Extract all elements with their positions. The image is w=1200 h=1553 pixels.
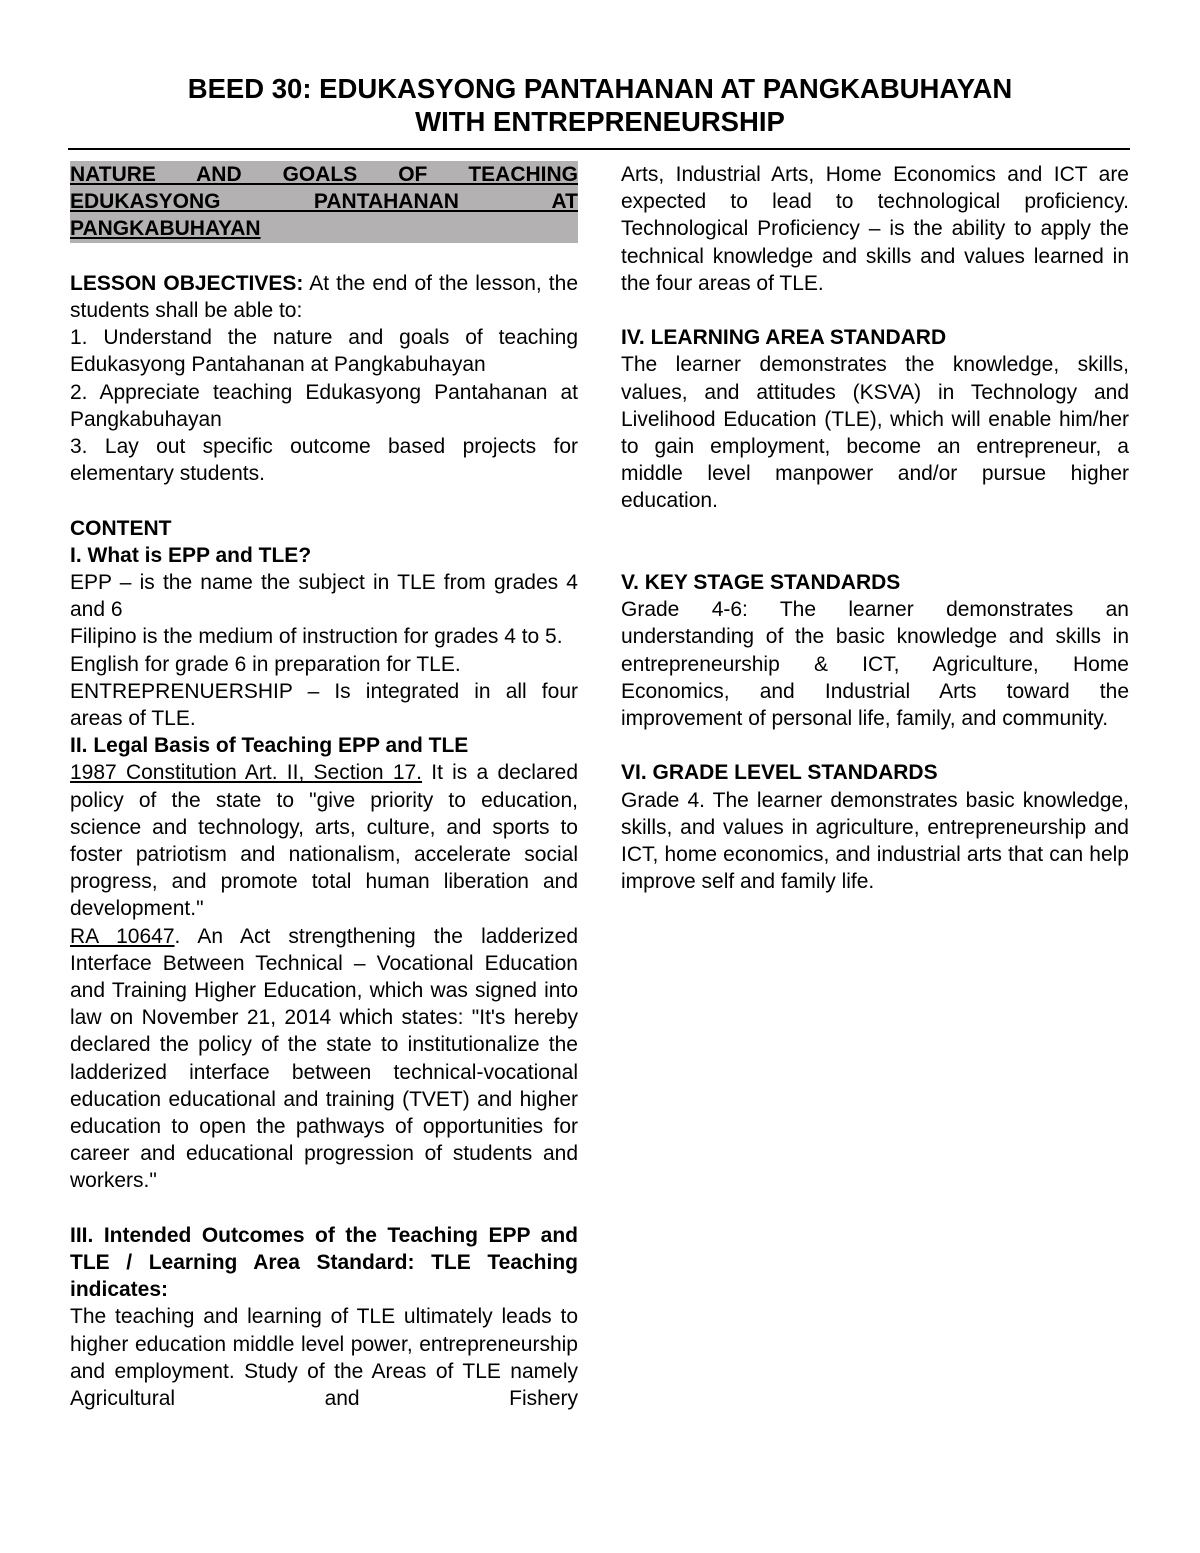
topic-banner-line-3: PANGKABUHAYAN — [70, 217, 261, 241]
section-3-paragraph: The teaching and learning of TLE ultimately leads to higher education middle level power, entrepreneurship and employment. Study of the Areas of TLE namely Agricultural and Fishery — [70, 1305, 578, 1411]
constitution-reference: 1987 Constitution Art. II, Section 17. — [70, 761, 423, 785]
section-1-paragraph: EPP – is the name the subject in TLE from grades 4 and 6 — [70, 571, 578, 622]
left-column — [70, 161, 578, 1412]
objective-item: 2. Appreciate teaching Edukasyong Pantahanan at Pangkabuhayan — [70, 380, 578, 431]
objective-item: 3. Lay out specific outcome based projects for elementary students. — [70, 435, 578, 486]
right-column — [621, 161, 1129, 895]
section-3-heading: III. Intended Outcomes of the Teaching EPP and TLE / Learning Area Standard: TLE Teaching indicates: — [70, 1223, 578, 1302]
section-6-paragraph: Grade 4. The learner demonstrates basic knowledge, skills, and values in agriculture, entrepreneurship and ICT, home economics, and industrial arts that can help improve self and family life. — [621, 788, 1129, 894]
document-title-line-2: WITH ENTREPRENEURSHIP — [415, 106, 785, 137]
section-1-paragraph: Filipino is the medium of instruction for grades 4 to 5. — [70, 625, 563, 649]
constitution-paragraph — [70, 759, 578, 922]
section-3-continued: Arts, Industrial Arts, Home Economics and ICT are expected to lead to technological proficiency. Technological Proficiency – is the ability to apply the technical knowledge and skills and values learned in the four areas of TLE. — [621, 163, 1129, 295]
topic-banner-line-2: EDUKASYONG PANTAHANAN AT — [70, 190, 578, 214]
ra-text: . An Act strengthening the ladderized Interface Between Technical – Vocational Education and Training Higher Education, which was signed into law on November 21, 2014 which states: "It's hereby declared the policy of the state to institutionalize the ladderized interface between technical-vocational education educational and training (TVET) and higher education to open the pathways of opportunities for career and educational progression of students and workers." — [70, 924, 578, 1193]
section-2-heading: II. Legal Basis of Teaching EPP and TLE — [70, 734, 469, 758]
objectives-label: LESSON OBJECTIVES: — [70, 271, 304, 295]
ra-reference: RA 10647 — [70, 924, 175, 948]
objectives-intro: At the end of the lesson, the students shall be able to: — [70, 271, 578, 322]
topic-banner — [70, 161, 578, 243]
section-4-paragraph: The learner demonstrates the knowledge, skills, values, and attitudes (KSVA) in Technology and Livelihood Education (TLE), which will enable him/her to gain employment, become an entrepreneur, a middle level manpower and/or pursue higher education. — [621, 353, 1129, 513]
ra-paragraph — [70, 923, 578, 1195]
document-title-line-1: BEED 30: EDUKASYONG PANTAHANAN AT PANGKABUHAYAN — [187, 73, 1013, 104]
section-1-paragraph: ENTREPRENUERSHIP – Is integrated in all four areas of TLE. — [70, 679, 578, 731]
content-heading: CONTENT — [70, 516, 172, 540]
title-divider — [68, 148, 1130, 150]
section-4-heading: IV. LEARNING AREA STANDARD — [621, 326, 947, 350]
section-6-heading: VI. GRADE LEVEL STANDARDS — [621, 761, 938, 785]
objective-item: 1. Understand the nature and goals of teaching Edukasyong Pantahanan at Pangkabuhayan — [70, 326, 578, 377]
section-5-paragraph: Grade 4-6: The learner demonstrates an understanding of the basic knowledge and skills in entrepreneurship & ICT, Agriculture, Home Economics, and Industrial Arts toward the improvement of personal life, family, and community. — [621, 598, 1129, 731]
lesson-objectives — [70, 270, 578, 324]
topic-banner-line-1: NATURE AND GOALS OF TEACHING — [70, 163, 578, 186]
document-title — [70, 72, 1130, 138]
section-5-heading: V. KEY STAGE STANDARDS — [621, 571, 901, 594]
section-1-paragraph: English for grade 6 in preparation for TLE. — [70, 652, 461, 676]
section-1-heading: I. What is EPP and TLE? — [70, 543, 312, 567]
constitution-text: It is a declared policy of the state to "give priority to education, science and technology, arts, culture, and sports to foster patriotism and nationalism, accelerate social progress, and promote total human liberation and development." — [70, 761, 578, 921]
